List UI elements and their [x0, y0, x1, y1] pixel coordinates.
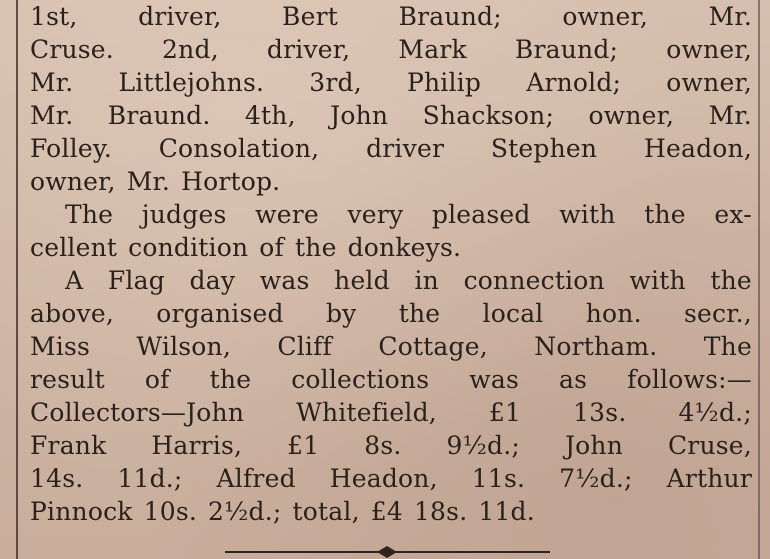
article-line: [30, 0, 752, 33]
word: Alfred: [216, 464, 296, 493]
word: Harris,: [151, 431, 243, 460]
word: owner,: [588, 101, 675, 130]
word: Cottage,: [378, 332, 488, 361]
article-line: [30, 198, 752, 231]
word: local: [482, 299, 544, 328]
word: the: [295, 233, 337, 262]
word: cellent: [30, 233, 118, 262]
word: A: [65, 266, 84, 295]
word: ex-: [714, 200, 752, 229]
end-ornament-rule: [225, 545, 550, 559]
word: £1: [488, 398, 522, 427]
article-line: [30, 297, 752, 330]
word: Pinnock: [30, 497, 133, 526]
word: the: [710, 266, 752, 295]
word: 3rd,: [309, 68, 362, 97]
article-column: [30, 0, 752, 528]
word: owner,: [666, 68, 752, 97]
word: driver,: [266, 35, 351, 64]
word: by: [325, 299, 357, 328]
word: as: [559, 365, 588, 394]
word: the: [398, 299, 441, 328]
article-line: [30, 429, 752, 462]
article-line: [30, 66, 752, 99]
word: was: [259, 266, 310, 295]
word: Mr.: [708, 2, 752, 31]
word: 4th,: [244, 101, 296, 130]
word: of: [259, 233, 285, 262]
word: the: [209, 365, 252, 394]
word: Whitefield,: [296, 398, 437, 427]
word: Headon,: [329, 464, 438, 493]
word: Consolation,: [158, 134, 320, 163]
word: above,: [30, 299, 115, 328]
word: Folley.: [30, 134, 112, 163]
word: 9½d.;: [446, 431, 521, 460]
article-line: [30, 462, 752, 495]
word: 13s.: [573, 398, 627, 427]
word: Littlejohns.: [118, 68, 265, 97]
word: 18s.: [413, 497, 468, 526]
word: were: [255, 200, 319, 229]
article-line: [30, 165, 752, 198]
word: owner,: [666, 35, 752, 64]
word: Headon,: [643, 134, 752, 163]
word: 7½d.;: [559, 464, 633, 493]
word: Shackson;: [422, 101, 555, 130]
word: Braund;: [398, 2, 502, 31]
word: 11d.;: [117, 464, 183, 493]
article-line: [30, 495, 752, 528]
word: of: [144, 365, 170, 394]
word: Mr.: [30, 101, 74, 130]
article-line: [30, 33, 752, 66]
word: owner,: [562, 2, 649, 31]
column-rule-left: [16, 0, 18, 559]
word: 2nd,: [162, 35, 219, 64]
word: with: [559, 200, 616, 229]
word: Arnold;: [526, 68, 622, 97]
word: Wilson,: [136, 332, 231, 361]
word: 11d.: [478, 497, 535, 526]
word: collections: [291, 365, 430, 394]
article-line: [30, 99, 752, 132]
word: Flag: [107, 266, 165, 295]
word: Stephen: [490, 134, 598, 163]
word: The: [703, 332, 752, 361]
word: 8s.: [364, 431, 402, 460]
word: Braund.: [107, 101, 211, 130]
word: Miss: [30, 332, 91, 361]
word: Mr.: [708, 101, 752, 130]
word: 14s.: [30, 464, 84, 493]
article-line: [30, 231, 752, 264]
word: 4½d.;: [678, 398, 752, 427]
article-line: [30, 363, 752, 396]
article-line: [30, 330, 752, 363]
word: Frank: [30, 431, 107, 460]
word: pleased: [431, 200, 531, 229]
word: Hortop.: [181, 167, 281, 196]
word: John: [564, 431, 624, 460]
word: result: [30, 365, 105, 394]
word: driver,: [138, 2, 222, 31]
article-line: [30, 264, 752, 297]
word: The: [65, 200, 114, 229]
word: 11s.: [471, 464, 526, 493]
word: John: [330, 101, 389, 130]
word: £1: [287, 431, 320, 460]
word: day: [189, 266, 236, 295]
word: secr.,: [684, 299, 752, 328]
word: held: [334, 266, 390, 295]
word: donkeys.: [347, 233, 462, 262]
word: £4: [370, 497, 403, 526]
word: hon.: [585, 299, 642, 328]
word: owner,: [30, 167, 116, 196]
article-line: [30, 396, 752, 429]
word: in: [414, 266, 439, 295]
word: 10s.: [143, 497, 198, 526]
word: Collectors—John: [30, 398, 245, 427]
word: Cliff: [277, 332, 332, 361]
word: connection: [463, 266, 605, 295]
word: driver: [366, 134, 445, 163]
word: total,: [292, 497, 360, 526]
article-line: [30, 132, 752, 165]
word: condition: [128, 233, 249, 262]
word: judges: [141, 200, 227, 229]
word: organised: [156, 299, 284, 328]
word: Northam.: [534, 332, 658, 361]
word: Cruse,: [667, 431, 752, 460]
word: Mr.: [30, 68, 74, 97]
word: the: [644, 200, 686, 229]
word: 1st,: [30, 2, 78, 31]
word: Braund;: [514, 35, 619, 64]
word: Arthur: [666, 464, 752, 493]
word: was: [469, 365, 519, 394]
word: Mark: [398, 35, 467, 64]
word: Philip: [406, 68, 482, 97]
word: Cruse.: [30, 35, 114, 64]
word: Bert: [282, 2, 339, 31]
column-rule-right: [758, 0, 760, 559]
word: very: [347, 200, 404, 229]
word: follows:—: [627, 365, 752, 394]
word: 2½d.;: [208, 497, 282, 526]
word: Mr.: [126, 167, 171, 196]
word: with: [629, 266, 686, 295]
